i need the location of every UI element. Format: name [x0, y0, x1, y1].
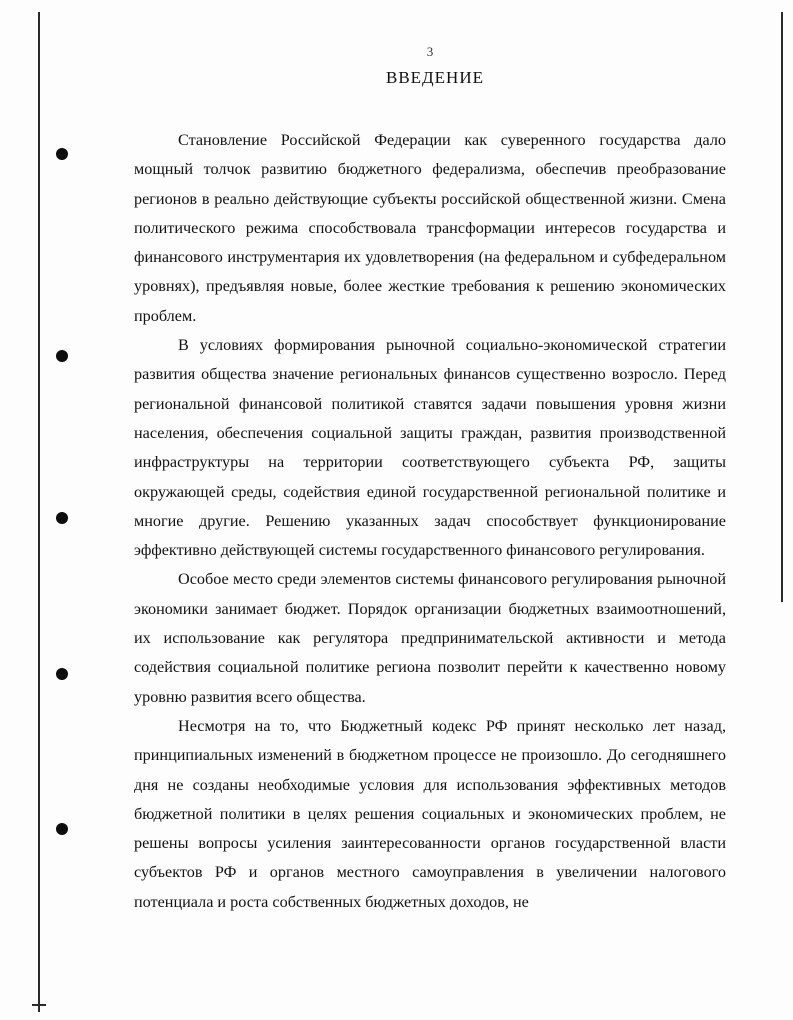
punch-hole-mark — [56, 350, 68, 362]
paragraph: Несмотря на то, что Бюджетный кодекс РФ принят несколько лет назад, принципиальных изменений в бюджетном процессе не произошло. До сегодняшнего дня не созданы необходимые условия для использования эффективных методов бюджетной политики в целях решения социальных и экономических проблем, не решены вопросы усиления заинтересованности органов государственной власти субъектов РФ и органов местного самоуправления в увеличении налогового потенциала и роста собственных бюджетных доходов, не — [134, 716, 726, 911]
scan-corner-mark — [32, 1004, 46, 1006]
page-number: 3 — [426, 44, 434, 59]
punch-hole-mark — [56, 823, 68, 835]
body-text — [134, 126, 726, 917]
scan-left-edge — [38, 12, 40, 1012]
punch-hole-mark — [56, 148, 68, 160]
punch-hole-mark — [56, 512, 68, 524]
paragraph: Становление Российской Федерации как суверенного государства дало мощный толчок развитию бюджетного федерализма, обеспечив преобразование регионов в реально действующие субъекты российской общественной жизни. Смена политического режима способствовала трансформации интересов государства и финансового инструментария их удовлетворения (на федеральном и субфедеральном уровнях), предъявляя новые, более жесткие требования к решению экономических проблем. — [134, 131, 726, 325]
paragraph: Особое место среди элементов системы финансового регулирования рыночной экономики занимает бюджет. Порядок организации бюджетных взаимоотношений, их использование как регулятора предпринимательской активности и метода содействия социальной политике региона позволит перейти к качественно новому уровню развития всего общества. — [134, 570, 726, 706]
paragraph: В условиях формирования рыночной социально-экономической стратегии развития общества значение региональных финансов существенно возросло. Перед региональной финансовой политикой ставятся задачи повышения уровня жизни населения, обеспечения социальной защиты граждан, развития производственной инфраструктуры на территории соответствующего субъекта РФ, защиты окружающей среды, содействия единой государственной региональной политике и многие другие. Решению указанных задач способствует функционирование эффективно действующей системы государственного финансового регулирования. — [134, 336, 726, 560]
page-title: ВВЕДЕНИЕ — [386, 68, 484, 87]
punch-hole-mark — [56, 668, 68, 680]
scan-right-edge — [781, 12, 783, 602]
